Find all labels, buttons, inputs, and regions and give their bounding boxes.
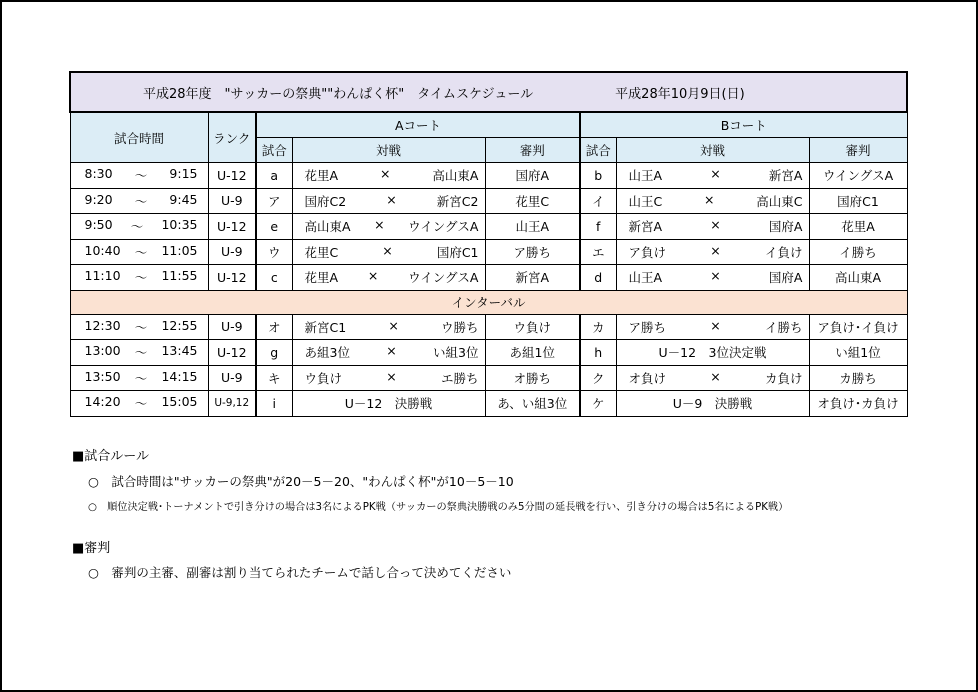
court-b-match-id: ク xyxy=(580,365,616,391)
intermission-row xyxy=(70,290,907,314)
team-1: 山王C xyxy=(628,193,663,209)
court-a-match-id: ア xyxy=(256,188,292,214)
court-b-match-id: イ xyxy=(580,188,616,214)
start-time: 14:20 xyxy=(84,394,121,410)
team-2: ウイングスA xyxy=(408,219,479,235)
court-a-referee: あ、い組3位 xyxy=(485,391,580,417)
court-a-referee: 山王A xyxy=(485,214,580,240)
team-1: あ組3位 xyxy=(304,345,350,361)
schedule-row xyxy=(70,314,907,340)
end-time: 15:05 xyxy=(161,394,198,410)
schedule-row xyxy=(70,391,907,417)
time-tilde: ～ xyxy=(134,270,148,286)
versus-cross: × xyxy=(710,217,721,233)
court-a-referee: ウ負け xyxy=(485,314,580,340)
rank-cell: U-12 xyxy=(208,340,256,366)
court-a-referee: 国府A xyxy=(485,163,580,189)
court-b-versus xyxy=(616,340,809,366)
team-2: 国府A xyxy=(768,270,803,286)
court-b-match-id: ケ xyxy=(580,391,616,417)
schedule-row xyxy=(70,265,907,291)
start-time: 9:50 xyxy=(84,217,113,233)
court-a-versus xyxy=(292,239,485,265)
court-a-referee: ア勝ち xyxy=(485,239,580,265)
team-1: 花里A xyxy=(304,168,339,184)
match-rule-item-2: ○ 順位決定戦･トーナメントで引き分けの場合は3名によるPK戦（サッカーの祭典決勝戦のみ5分間の延長戦を行い、引き分けの場合は5名によるPK戦） xyxy=(88,502,789,513)
court-a-match-id: g xyxy=(256,340,292,366)
versus-cross: × xyxy=(710,368,721,384)
match-title: U－12 決勝戦 xyxy=(344,396,433,412)
time-cell xyxy=(70,265,208,291)
team-2: エ勝ち xyxy=(440,370,479,386)
court-b-referee: 高山東A xyxy=(809,265,907,291)
team-1: 新宮C1 xyxy=(304,319,347,335)
court-a-versus xyxy=(292,365,485,391)
rank-cell: U-9 xyxy=(208,239,256,265)
versus-cross: × xyxy=(710,317,721,333)
schedule-row xyxy=(70,239,907,265)
team-2: ウ勝ち xyxy=(440,319,479,335)
versus-cross: × xyxy=(386,343,397,359)
court-b-referee: い組1位 xyxy=(809,340,907,366)
team-2: 国府A xyxy=(768,219,803,235)
versus-cross: × xyxy=(382,242,393,258)
court-a-referee: あ組1位 xyxy=(485,340,580,366)
rank-cell: U-12 xyxy=(208,214,256,240)
versus-cross: × xyxy=(380,166,391,182)
start-time: 8:30 xyxy=(84,166,113,182)
versus-cross: × xyxy=(710,242,721,258)
time-tilde: ～ xyxy=(134,345,148,361)
match-rule-item-1: ○ 試合時間は"サッカーの祭典"が20－5－20、"わんぱく杯"が10－5－10 xyxy=(88,474,514,489)
end-time: 11:55 xyxy=(161,268,198,284)
team-1: 山王A xyxy=(628,168,663,184)
start-time: 12:30 xyxy=(84,317,121,333)
versus-cross: × xyxy=(386,368,397,384)
court-a-referee: オ勝ち xyxy=(485,365,580,391)
court-b-match-id: カ xyxy=(580,314,616,340)
time-tilde: ～ xyxy=(134,370,148,386)
time-tilde: ～ xyxy=(134,193,148,209)
team-2: 国府C1 xyxy=(436,244,479,260)
versus-cross: × xyxy=(367,268,379,284)
team-1: ア勝ち xyxy=(628,319,667,335)
start-time: 11:10 xyxy=(84,268,121,284)
court-b-referee: ア負け･イ負け xyxy=(809,314,907,340)
versus-cross: × xyxy=(710,166,721,182)
end-time: 11:05 xyxy=(161,242,198,258)
schedule-row xyxy=(70,365,907,391)
match-title: U－12 3位決定戦 xyxy=(658,345,767,361)
start-time: 13:50 xyxy=(84,368,121,384)
header-a-referee: 審判 xyxy=(485,138,580,163)
time-cell xyxy=(70,340,208,366)
team-1: 国府C2 xyxy=(304,193,347,209)
court-b-match-id: エ xyxy=(580,239,616,265)
court-a-referee: 花里C xyxy=(485,188,580,214)
header-a-versus: 対戦 xyxy=(292,138,485,163)
court-a-versus xyxy=(292,340,485,366)
team-1: オ負け xyxy=(628,370,667,386)
team-2: 高山東A xyxy=(432,168,479,184)
time-tilde: ～ xyxy=(134,168,148,184)
team-2: 新宮A xyxy=(768,168,803,184)
referee-rules-heading: ■審判 xyxy=(72,541,111,556)
court-a-versus xyxy=(292,163,485,189)
match-title: U－9 決勝戦 xyxy=(672,396,753,412)
court-b-versus xyxy=(616,188,809,214)
court-b-referee: 国府C1 xyxy=(809,188,907,214)
court-a-match-id: オ xyxy=(256,314,292,340)
time-cell xyxy=(70,391,208,417)
court-a-match-id: e xyxy=(256,214,292,240)
time-cell xyxy=(70,163,208,189)
versus-cross: × xyxy=(374,217,385,233)
court-b-versus xyxy=(616,391,809,417)
court-b-versus xyxy=(616,214,809,240)
team-1: 花里C xyxy=(304,244,339,260)
rank-cell: U-9 xyxy=(208,188,256,214)
schedule-title xyxy=(70,72,907,112)
title-date: 平成28年10月9日(日) xyxy=(615,86,745,102)
schedule-row xyxy=(70,214,907,240)
schedule-row xyxy=(70,163,907,189)
time-cell xyxy=(70,239,208,265)
court-b-match-id: d xyxy=(580,265,616,291)
versus-cross: × xyxy=(386,191,397,207)
time-cell xyxy=(70,314,208,340)
team-2: ウイングスA xyxy=(408,270,479,286)
court-a-versus xyxy=(292,391,485,417)
time-tilde: ～ xyxy=(130,219,144,235)
rank-cell: U-12 xyxy=(208,265,256,291)
court-a-match-id: c xyxy=(256,265,292,291)
court-a-match-id: キ xyxy=(256,365,292,391)
rank-cell: U-9 xyxy=(208,314,256,340)
team-2: い組3位 xyxy=(433,345,479,361)
court-b-referee: カ勝ち xyxy=(809,365,907,391)
court-a-versus xyxy=(292,265,485,291)
team-2: イ勝ち xyxy=(764,319,803,335)
team-2: 新宮C2 xyxy=(436,193,479,209)
versus-cross: × xyxy=(704,191,715,207)
court-b-referee: 花里A xyxy=(809,214,907,240)
time-tilde: ～ xyxy=(134,244,148,260)
start-time: 13:00 xyxy=(84,343,121,359)
team-1: 高山東A xyxy=(304,219,351,235)
time-tilde: ～ xyxy=(134,319,148,335)
time-cell xyxy=(70,365,208,391)
end-time: 9:15 xyxy=(169,166,198,182)
rank-cell: U-9,12 xyxy=(208,391,256,417)
versus-cross: × xyxy=(388,317,399,333)
team-2: イ負け xyxy=(764,244,803,260)
court-b-versus xyxy=(616,239,809,265)
referee-rule-item-1: ○ 審判の主審、副審は割り当てられたチームで話し合って決めてください xyxy=(88,565,512,580)
header-b-versus: 対戦 xyxy=(616,138,809,163)
end-time: 12:55 xyxy=(161,317,198,333)
team-1: ウ負け xyxy=(304,370,343,386)
header-court-b: Bコート xyxy=(580,112,907,138)
court-a-match-id: a xyxy=(256,163,292,189)
end-time: 14:15 xyxy=(161,368,198,384)
intermission-label: インターバル xyxy=(70,290,907,314)
header-a-match: 試合 xyxy=(256,138,292,163)
time-tilde: ～ xyxy=(134,396,148,412)
header-b-match: 試合 xyxy=(580,138,616,163)
team-2: 高山東C xyxy=(756,193,803,209)
court-b-referee: ウイングスA xyxy=(809,163,907,189)
court-b-referee: イ勝ち xyxy=(809,239,907,265)
header-rank: ランク xyxy=(208,112,256,163)
team-1: ア負け xyxy=(628,244,667,260)
court-b-versus xyxy=(616,365,809,391)
schedule-row xyxy=(70,340,907,366)
court-a-versus xyxy=(292,314,485,340)
start-time: 9:20 xyxy=(84,191,113,207)
time-cell xyxy=(70,214,208,240)
header-b-referee: 審判 xyxy=(809,138,907,163)
court-a-match-id: i xyxy=(256,391,292,417)
court-b-referee: オ負け･カ負け xyxy=(809,391,907,417)
court-a-match-id: ウ xyxy=(256,239,292,265)
end-time: 13:45 xyxy=(161,343,198,359)
start-time: 10:40 xyxy=(84,242,121,258)
court-b-match-id: h xyxy=(580,340,616,366)
court-a-versus xyxy=(292,188,485,214)
court-b-versus xyxy=(616,265,809,291)
end-time: 9:45 xyxy=(169,191,198,207)
team-1: 花里A xyxy=(304,270,339,286)
court-a-referee: 新宮A xyxy=(485,265,580,291)
schedule-table xyxy=(69,71,908,417)
court-b-match-id: b xyxy=(580,163,616,189)
team-1: 山王A xyxy=(628,270,663,286)
team-2: カ負け xyxy=(764,370,803,386)
rank-cell: U-9 xyxy=(208,365,256,391)
court-b-versus xyxy=(616,314,809,340)
title-text: 平成28年度 "サッカーの祭典""わんぱく杯" タイムスケジュール xyxy=(143,86,534,102)
header-time: 試合時間 xyxy=(70,112,208,163)
court-a-versus xyxy=(292,214,485,240)
rank-cell: U-12 xyxy=(208,163,256,189)
court-b-versus xyxy=(616,163,809,189)
court-b-match-id: f xyxy=(580,214,616,240)
time-cell xyxy=(70,188,208,214)
team-1: 新宮A xyxy=(628,219,663,235)
header-court-a: Aコート xyxy=(256,112,580,138)
schedule-row xyxy=(70,188,907,214)
versus-cross: × xyxy=(710,268,721,284)
match-rules-heading: ■試合ルール xyxy=(72,449,150,464)
end-time: 10:35 xyxy=(161,217,198,233)
